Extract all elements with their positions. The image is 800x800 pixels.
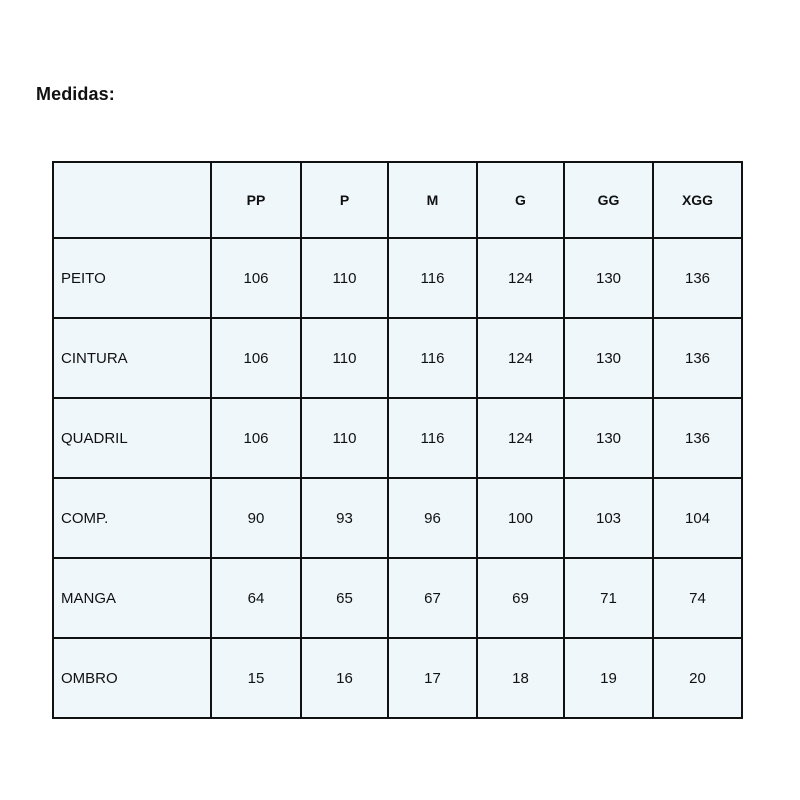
column-header-g: G <box>477 162 564 238</box>
table-cell: 116 <box>388 398 477 478</box>
table-cell: 16 <box>301 638 388 718</box>
table-cell: 96 <box>388 478 477 558</box>
table-row <box>53 318 742 398</box>
table-cell: 67 <box>388 558 477 638</box>
table-row <box>53 478 742 558</box>
table-cell: 106 <box>211 398 301 478</box>
table-cell: 124 <box>477 238 564 318</box>
table-row <box>53 638 742 718</box>
table-cell: 136 <box>653 238 742 318</box>
table-cell: 74 <box>653 558 742 638</box>
table-row <box>53 238 742 318</box>
table-cell: 130 <box>564 398 653 478</box>
row-label: OMBRO <box>53 638 211 718</box>
table-header-row <box>53 162 742 238</box>
column-header-gg: GG <box>564 162 653 238</box>
row-label: CINTURA <box>53 318 211 398</box>
size-chart-table <box>52 161 743 719</box>
table-cell: 93 <box>301 478 388 558</box>
column-header-m: M <box>388 162 477 238</box>
row-label: QUADRIL <box>53 398 211 478</box>
table-cell: 64 <box>211 558 301 638</box>
table-cell: 18 <box>477 638 564 718</box>
table-cell: 116 <box>388 318 477 398</box>
table-cell: 110 <box>301 398 388 478</box>
table-cell: 19 <box>564 638 653 718</box>
table-cell: 65 <box>301 558 388 638</box>
table-cell: 116 <box>388 238 477 318</box>
table-cell: 104 <box>653 478 742 558</box>
table-cell: 100 <box>477 478 564 558</box>
page-title: Medidas: <box>36 84 115 104</box>
column-header-p: P <box>301 162 388 238</box>
table-cell: 15 <box>211 638 301 718</box>
table-cell: 136 <box>653 398 742 478</box>
table-cell: 71 <box>564 558 653 638</box>
table-cell: 90 <box>211 478 301 558</box>
table-cell: 106 <box>211 238 301 318</box>
table-cell: 110 <box>301 238 388 318</box>
table-cell: 124 <box>477 318 564 398</box>
table-cell: 124 <box>477 398 564 478</box>
row-label: COMP. <box>53 478 211 558</box>
table-cell: 20 <box>653 638 742 718</box>
header-corner-cell <box>53 162 211 238</box>
table-cell: 17 <box>388 638 477 718</box>
table-cell: 69 <box>477 558 564 638</box>
table-cell: 136 <box>653 318 742 398</box>
table-row <box>53 558 742 638</box>
column-header-pp: PP <box>211 162 301 238</box>
table-cell: 130 <box>564 318 653 398</box>
table-cell: 103 <box>564 478 653 558</box>
table-row <box>53 398 742 478</box>
table-cell: 106 <box>211 318 301 398</box>
column-header-xgg: XGG <box>653 162 742 238</box>
table-cell: 110 <box>301 318 388 398</box>
table-cell: 130 <box>564 238 653 318</box>
row-label: MANGA <box>53 558 211 638</box>
row-label: PEITO <box>53 238 211 318</box>
